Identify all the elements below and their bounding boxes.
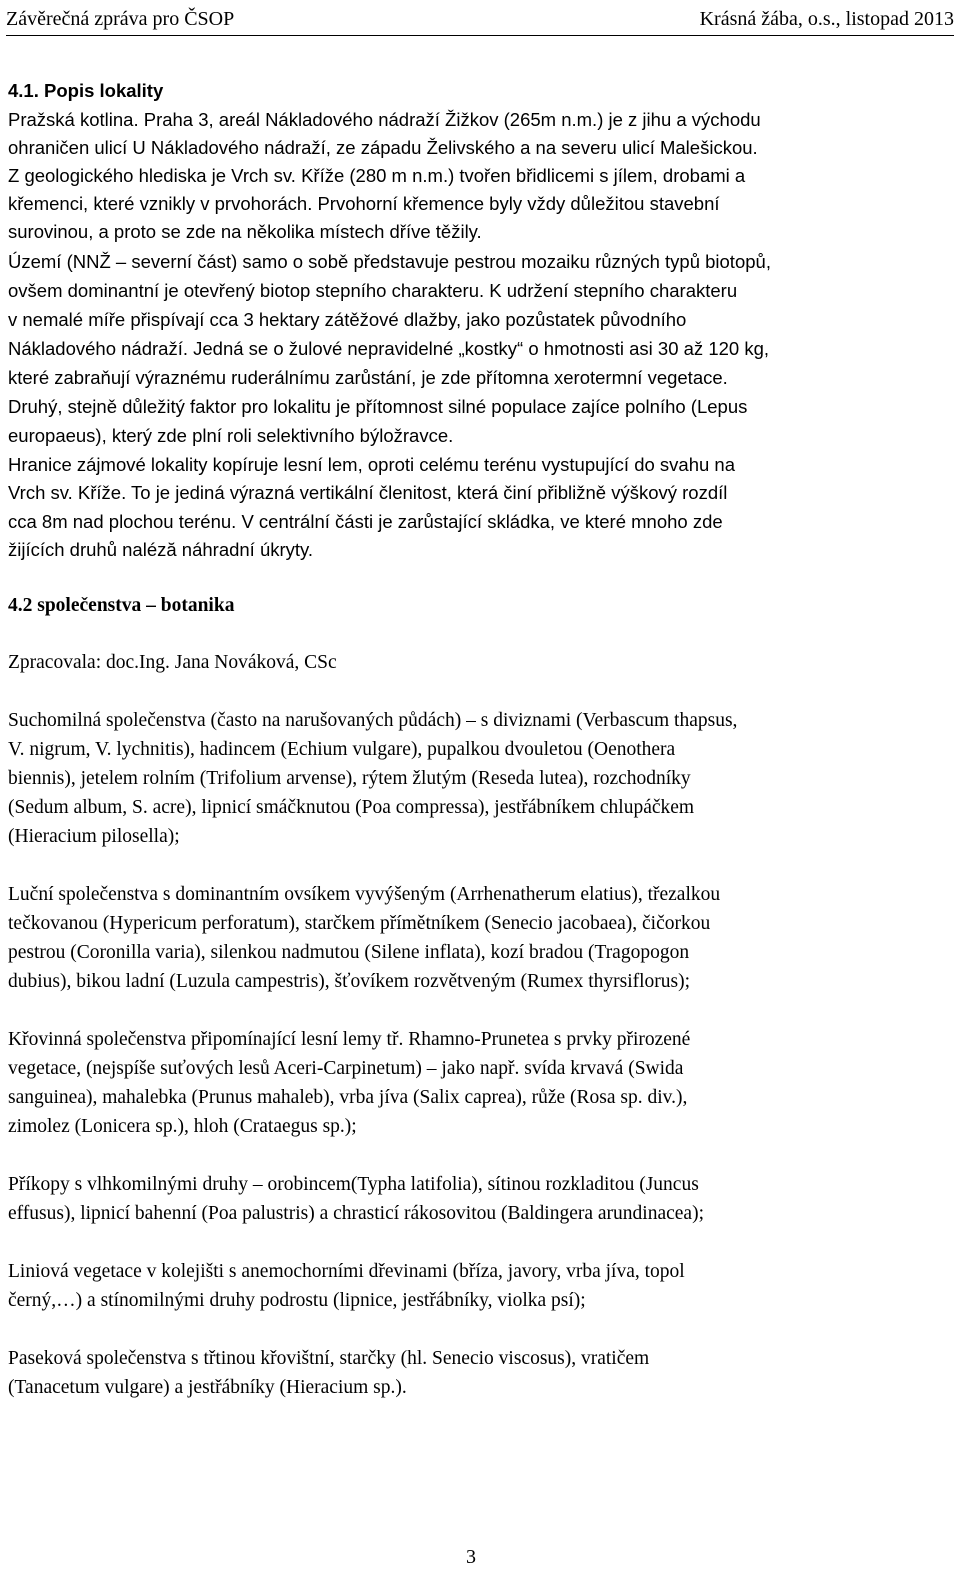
text-line: surovinou, a proto se zde na několika místech dříve těžily. bbox=[8, 221, 482, 242]
text-line: europaeus), který zde plní roli selektivního býložravce. bbox=[8, 425, 454, 446]
text-line: vegetace, (nejspíše suťových lesů Aceri-Carpinetum) – jako např. svída krvavá (Swida bbox=[8, 1058, 684, 1079]
text-line: V. nigrum, V. lychnitis), hadincem (Echium vulgare), pupalkou dvouletou (Oenothera bbox=[8, 739, 676, 760]
page-header bbox=[6, 8, 954, 36]
text-line: ovšem dominantní je otevřený biotop stepního charakteru. K udržení stepního charakteru bbox=[8, 280, 738, 301]
text-line: černý,…) a stínomilnými druhy podrostu (lipnice, jestřábníky, violka psí); bbox=[8, 1290, 586, 1311]
text-line: Křovinná společenstva připomínající lesní lemy tř. Rhamno-Prunetea s prvky přirozené bbox=[8, 1029, 691, 1050]
author-line: Zpracovala: doc.Ing. Jana Nováková, CSc bbox=[8, 652, 337, 673]
header-title: Závěrečná zpráva pro ČSOP bbox=[6, 8, 235, 30]
text-line: žijících druhů naléză náhradní úkryty. bbox=[8, 539, 314, 560]
header-organization-date: Krásná žába, o.s., listopad 2013 bbox=[699, 8, 954, 30]
text-line: Druhý, stejně důležitý faktor pro lokalitu je přítomnost silné populace zajíce polního (Lepus bbox=[8, 396, 748, 417]
text-line: Pražská kotlina. Praha 3, areál Nákladového nádraží Žižkov (265m n.m.) je z jihu a východu bbox=[8, 109, 761, 130]
text-line: Paseková společenstva s třtinou křovištní, starčky (hl. Senecio viscosus), vratičem bbox=[8, 1348, 650, 1369]
text-line: (Sedum album, S. acre), lipnicí smáčknutou (Poa compressa), jestřábníkem chlupáčkem bbox=[8, 797, 695, 818]
text-line: ohraničen ulicí U Nákladového nádraží, ze západu Želivského a na severu ulicí Malešickou. bbox=[8, 137, 758, 158]
section-heading-popis-lokality: 4.1. Popis lokality bbox=[8, 80, 164, 101]
text-line: Příkopy s vlhkomilnými druhy – orobincem(Typha latifolia), sítinou rozkladitou (Juncus bbox=[8, 1174, 699, 1195]
text-line: biennis), jetelem rolním (Trifolium arvense), rýtem žlutým (Reseda lutea), rozchodníky bbox=[8, 768, 691, 789]
text-line: Vrch sv. Kříže. To je jediná výrazná vertikální členitost, která činí přibližně výškový rozdíl bbox=[8, 482, 728, 503]
text-line: cca 8m nad plochou terénu. V centrální části je zarůstající skládka, ve které mnoho zde bbox=[8, 511, 723, 532]
page-number: 3 bbox=[466, 1546, 476, 1568]
header-rule bbox=[6, 35, 954, 36]
text-line: Z geologického hlediska je Vrch sv. Kříže (280 m n.m.) tvořen břidlicemi s jílem, drobami a bbox=[8, 165, 746, 186]
text-line: effusus), lipnicí bahenní (Poa palustris) a chrasticí rákosovitou (Baldingera arundinacea); bbox=[8, 1203, 705, 1224]
text-line: tečkovanou (Hypericum perforatum), starčkem přímětníkem (Senecio jacobaea), čičorkou bbox=[8, 913, 711, 934]
text-line: (Hieracium pilosella); bbox=[8, 826, 180, 847]
text-line: v nemalé míře přispívají cca 3 hektary zátěžové dlažby, jako pozůstatek původního bbox=[8, 309, 687, 330]
text-line: Luční společenstva s dominantním ovsíkem vyvýšeným (Arrhenatherum elatius), třezalkou bbox=[8, 884, 721, 905]
text-line: sanguinea), mahalebka (Prunus mahaleb), vrba jíva (Salix caprea), růže (Rosa sp. div.), bbox=[8, 1087, 688, 1108]
text-line: Liniová vegetace v kolejišti s anemochorními dřevinami (bříza, javory, vrba jíva, topol bbox=[8, 1261, 685, 1282]
text-line: dubius), bikou ladní (Luzula campestris), šťovíkem rozvětveným (Rumex thyrsiflorus); bbox=[8, 971, 691, 992]
text-line: Území (NNŽ – severní část) samo o sobě představuje pestrou mozaiku různých typů biotopů, bbox=[8, 251, 771, 272]
text-line: křemenci, které vznikly v prvohorách. Prvohorní křemence byly vždy důležitou stavební bbox=[8, 193, 720, 214]
text-line: zimolez (Lonicera sp.), hloh (Crataegus sp.); bbox=[8, 1116, 357, 1137]
text-line: Suchomilná společenstva (často na narušovaných půdách) – s diviznami (Verbascum thapsus, bbox=[8, 710, 738, 731]
text-line: pestrou (Coronilla varia), silenkou nadmutou (Silene inflata), kozí bradou (Tragopogon bbox=[8, 942, 690, 963]
text-line: Nákladového nádraží. Jedná se o žulové nepravidelné „kostky“ o hmotnosti asi 30 až 120 kg, bbox=[8, 338, 770, 359]
text-line: které zabraňují výraznému ruderálnímu zarůstání, je zde přítomna xerotermní vegetace. bbox=[8, 367, 728, 388]
section-heading-botanika: 4.2 společenstva – botanika bbox=[8, 595, 235, 616]
text-line: Hranice zájmové lokality kopíruje lesní lem, oproti celému terénu vystupující do svahu na bbox=[8, 454, 735, 475]
text-line: (Tanacetum vulgare) a jestřábníky (Hieracium sp.). bbox=[8, 1377, 407, 1398]
